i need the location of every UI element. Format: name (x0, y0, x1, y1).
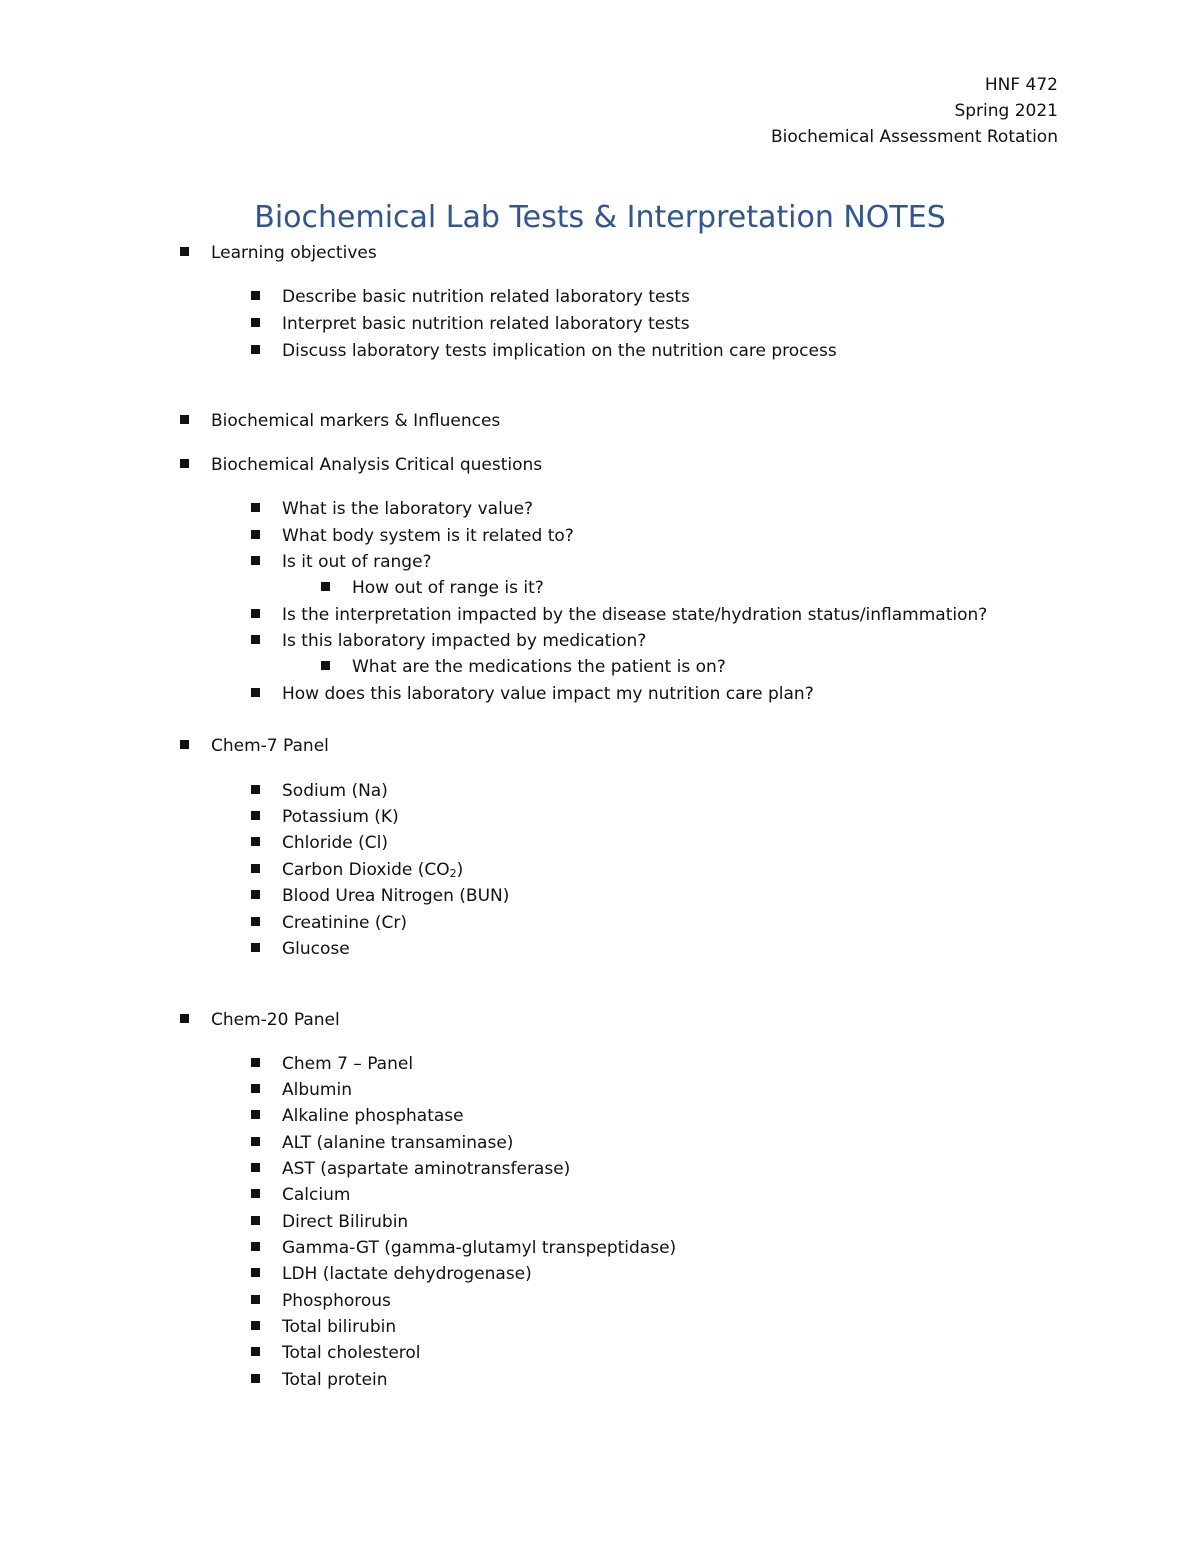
list-item-text: Is the interpretation impacted by the disease state/hydration status/inflammation? (282, 605, 988, 625)
list-item-text: ALT (alanine transaminase) (282, 1133, 514, 1153)
section-heading: Chem-20 Panel (211, 1010, 340, 1030)
square-bullet-icon (251, 609, 260, 618)
list-item-text: How out of range is it? (352, 578, 544, 598)
list-item (251, 603, 987, 627)
list-item-text: Is this laboratory impacted by medication? (282, 631, 647, 651)
list-item (251, 911, 407, 935)
square-bullet-icon (251, 890, 260, 899)
list-item (251, 805, 399, 829)
list-item-text: Sodium (Na) (282, 781, 388, 801)
square-bullet-icon (251, 943, 260, 952)
square-bullet-icon (251, 1242, 260, 1251)
list-item (251, 884, 509, 908)
square-bullet-icon (180, 247, 189, 256)
square-bullet-icon (251, 291, 260, 300)
list-item-text: Carbon Dioxide (CO (282, 860, 450, 880)
list-item-text: Potassium (K) (282, 807, 399, 827)
document-header (771, 72, 1058, 150)
list-item-text: Describe basic nutrition related laboratory tests (282, 287, 690, 307)
list-item (251, 285, 690, 309)
list-item-text: Glucose (282, 939, 350, 959)
close-paren: ) (456, 860, 464, 880)
section-heading: Chem-7 Panel (211, 736, 329, 756)
list-item (251, 524, 574, 548)
list-item-text: Alkaline phosphatase (282, 1106, 464, 1126)
list-item-text: How does this laboratory value impact my nutrition care plan? (282, 684, 814, 704)
square-bullet-icon (251, 1268, 260, 1277)
list-item (180, 409, 500, 433)
term: Spring 2021 (954, 101, 1058, 121)
rotation-name: Biochemical Assessment Rotation (770, 127, 1058, 147)
list-item (251, 1289, 391, 1313)
square-bullet-icon (251, 503, 260, 512)
list-item (251, 1104, 464, 1128)
list-item-text: Is it out of range? (282, 552, 432, 572)
list-item (251, 1341, 421, 1365)
square-bullet-icon (251, 864, 260, 873)
list-item (251, 1052, 413, 1076)
list-item (251, 629, 646, 653)
list-item-text: What is the laboratory value? (282, 499, 534, 519)
square-bullet-icon (251, 688, 260, 697)
list-item-text: Creatinine (Cr) (282, 913, 408, 933)
list-item-text: Albumin (282, 1080, 352, 1100)
list-item (251, 1131, 513, 1155)
list-item-text: What are the medications the patient is on? (352, 657, 726, 677)
list-item-text: Chem 7 – Panel (282, 1054, 414, 1074)
square-bullet-icon (251, 1347, 260, 1356)
square-bullet-icon (321, 661, 330, 670)
square-bullet-icon (251, 1137, 260, 1146)
square-bullet-icon (251, 556, 260, 565)
square-bullet-icon (180, 415, 189, 424)
list-item-text: Blood Urea Nitrogen (BUN) (282, 886, 510, 906)
square-bullet-icon (251, 1321, 260, 1330)
list-item-text: Total bilirubin (282, 1317, 397, 1337)
square-bullet-icon (251, 635, 260, 644)
list-item-text: Gamma-GT (gamma-glutamyl transpeptidase) (282, 1238, 677, 1258)
square-bullet-icon (251, 1374, 260, 1383)
section-heading: Biochemical Analysis Critical questions (211, 455, 543, 475)
list-item (251, 1236, 676, 1260)
list-item (251, 858, 463, 882)
square-bullet-icon (251, 837, 260, 846)
list-item-text: Calcium (282, 1185, 351, 1205)
square-bullet-icon (251, 811, 260, 820)
list-item (251, 1368, 388, 1392)
list-item (251, 1262, 532, 1286)
list-item (251, 497, 533, 521)
list-item-text: Direct Bilirubin (282, 1212, 409, 1232)
subscript-2: 2 (449, 867, 457, 880)
course-code: HNF 472 (984, 75, 1058, 95)
list-item-text: AST (aspartate aminotransferase) (282, 1159, 571, 1179)
list-item (251, 550, 432, 574)
list-item (251, 831, 388, 855)
list-item-text: Total protein (282, 1370, 388, 1390)
square-bullet-icon (251, 1295, 260, 1304)
section-heading: Learning objectives (211, 243, 377, 263)
square-bullet-icon (251, 318, 260, 327)
list-item (180, 734, 329, 758)
square-bullet-icon (251, 1110, 260, 1119)
page-title: Biochemical Lab Tests & Interpretation NOTES (254, 200, 946, 235)
square-bullet-icon (251, 345, 260, 354)
square-bullet-icon (251, 785, 260, 794)
list-item (251, 339, 837, 363)
list-item (251, 1210, 408, 1234)
list-item-text: Discuss laboratory tests implication on the nutrition care process (282, 341, 837, 361)
list-item (251, 1183, 350, 1207)
list-item (251, 682, 814, 706)
list-item (251, 1157, 570, 1181)
square-bullet-icon (180, 740, 189, 749)
list-item (321, 576, 544, 600)
list-item (180, 1008, 340, 1032)
list-item (251, 937, 350, 961)
list-item (251, 1315, 396, 1339)
square-bullet-icon (251, 1058, 260, 1067)
square-bullet-icon (251, 1216, 260, 1225)
square-bullet-icon (251, 1084, 260, 1093)
list-item-text: Phosphorous (282, 1291, 391, 1311)
list-item (180, 453, 542, 477)
list-item-text: What body system is it related to? (282, 526, 574, 546)
square-bullet-icon (251, 917, 260, 926)
square-bullet-icon (251, 1189, 260, 1198)
square-bullet-icon (180, 459, 189, 468)
list-item-text: Interpret basic nutrition related laboratory tests (282, 314, 690, 334)
square-bullet-icon (251, 1163, 260, 1172)
list-item (251, 312, 690, 336)
list-item-text: Total cholesterol (282, 1343, 421, 1363)
list-item (321, 655, 726, 679)
list-item (251, 779, 388, 803)
list-item-text: Chloride (Cl) (282, 833, 388, 853)
square-bullet-icon (251, 530, 260, 539)
list-item (251, 1078, 352, 1102)
section-heading: Biochemical markers & Influences (211, 411, 501, 431)
list-item-text: LDH (lactate dehydrogenase) (282, 1264, 532, 1284)
square-bullet-icon (321, 582, 330, 591)
list-item (180, 241, 377, 265)
square-bullet-icon (180, 1014, 189, 1023)
